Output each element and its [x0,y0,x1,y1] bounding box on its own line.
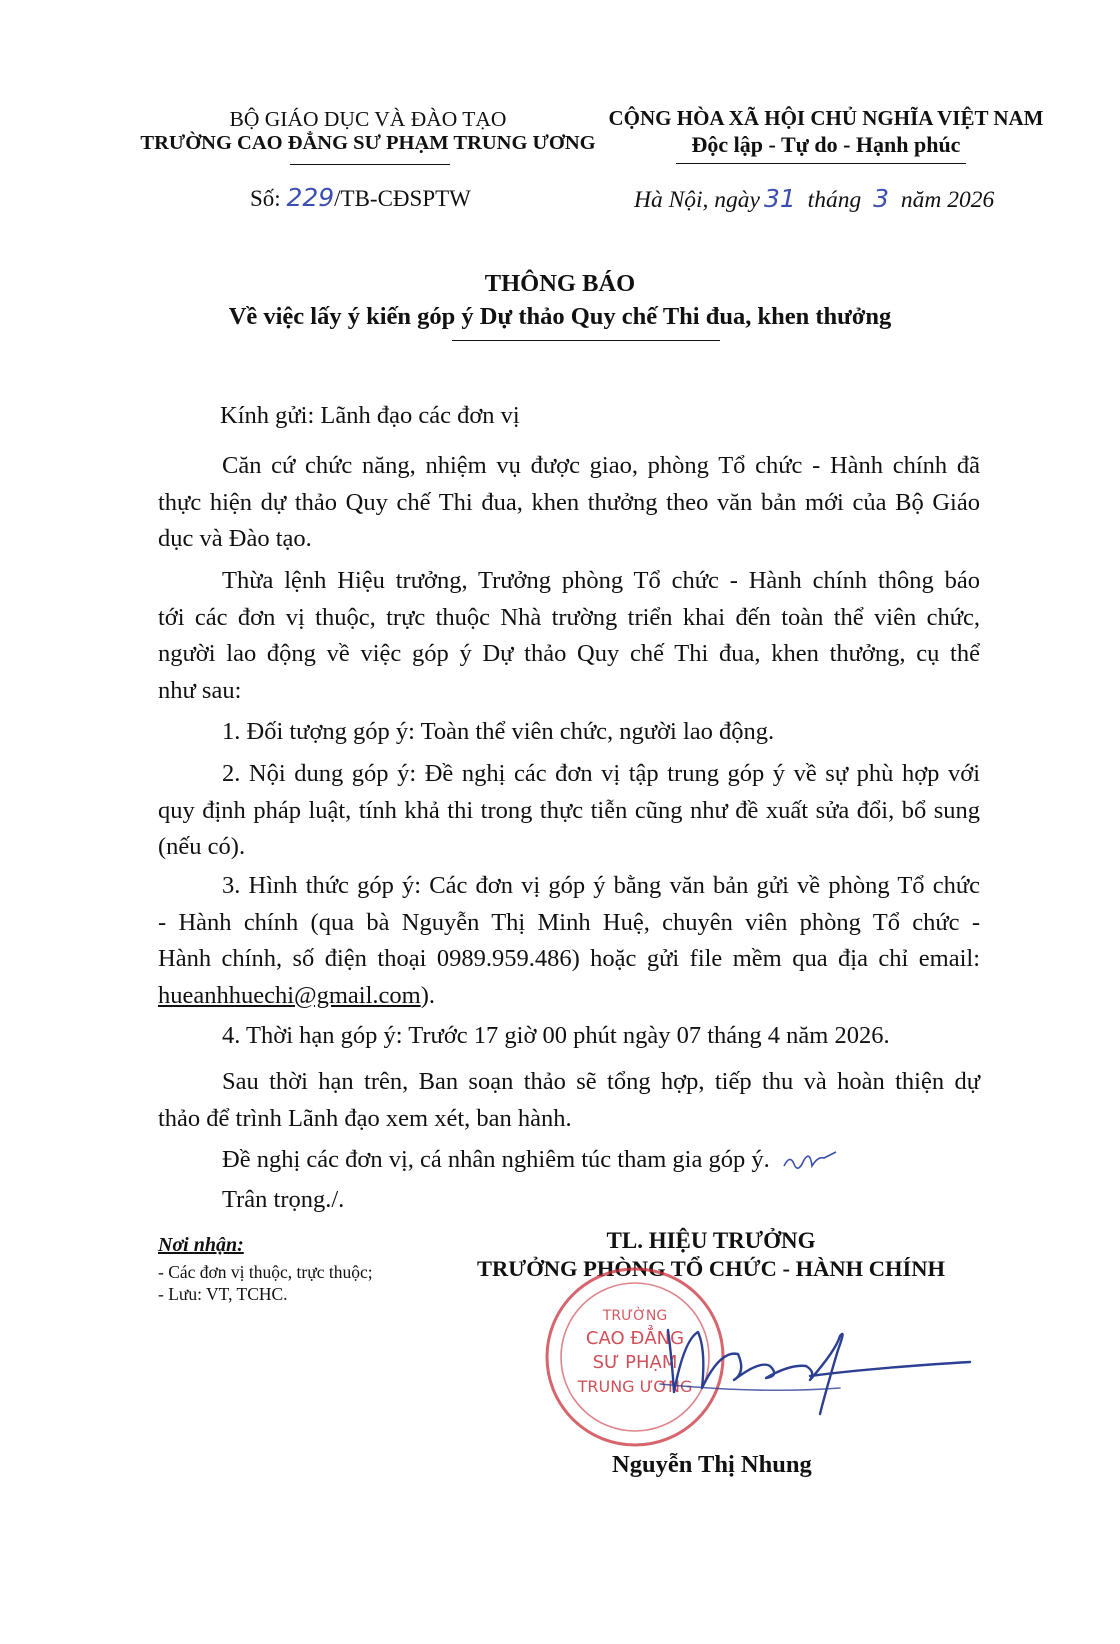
paragraph-line: 3. Hình thức góp ý: Các đơn vị góp ý bằng văn bản gửi về phòng Tổ chức [222,872,980,899]
signature-on-behalf: TL. HIỆU TRƯỞNG [606,1228,816,1253]
seal-line-2: CAO ĐẲNG [585,1328,685,1349]
ministry-name: BỘ GIÁO DỤC VÀ ĐÀO TẠO [229,107,507,131]
paragraph-line: Sau thời hạn trên, Ban soạn thảo sẽ tổng hợp, tiếp thu và hoàn thiện dự [222,1068,980,1095]
salutation: Kính gửi: Lãnh đạo các đơn vị [220,402,520,429]
notice-title: THÔNG BÁO [484,270,636,297]
seal-line-4: TRUNG ƯƠNG [577,1377,693,1396]
paragraph-line: tới các đơn vị thuộc, trực thuộc Nhà trường triển khai đến toàn thể viên chức, [158,603,980,631]
date-year: năm 2026 [900,187,995,213]
signature-position: TRƯỞNG PHÒNG TỔ CHỨC - HÀNH CHÍNH [477,1256,945,1281]
document-number [250,183,471,212]
email-end: ). [420,981,436,1009]
motto-underline [676,163,966,164]
item-2 [158,756,980,866]
initial-mark [780,1146,840,1176]
paragraph-line: Căn cứ chức năng, nhiệm vụ được giao, phòng Tổ chức - Hành chính đã [222,452,980,479]
number-handwritten: 229 [286,183,335,212]
date-month-label: tháng [807,187,862,213]
paragraph-line: 2. Nội dung góp ý: Đề nghị các đơn vị tập trung góp ý về sự phù hợp với [222,760,980,787]
number-suffix: /TB-CĐSPTW [334,186,471,211]
paragraph-line: Hành chính, số điện thoại 0989.959.486) hoặc gửi file mềm qua địa chỉ email: [158,945,980,972]
paragraph-line: thực hiện dự thảo Quy chế Thi đua, khen thưởng theo văn bản mới của Bộ Giáo [158,488,980,516]
signer-name: Nguyễn Thị Nhung [612,1451,812,1478]
paragraph-line: Thừa lệnh Hiệu trưởng, Trưởng phòng Tổ chức - Hành chính thông báo [222,567,980,594]
seal-line-3: SƯ PHẠM [592,1352,678,1373]
paragraph-3 [158,1064,980,1137]
paragraph-line: 1. Đối tượng góp ý: Toàn thể viên chức, người lao động. [222,718,775,745]
school-name: TRƯỜNG CAO ĐẲNG SƯ PHẠM TRUNG ƯƠNG [140,132,596,154]
paragraph-line: Đề nghị các đơn vị, cá nhân nghiêm túc tham gia góp ý. [222,1146,770,1173]
nation-name: CỘNG HÒA XÃ HỘI CHỦ NGHĨA VIỆT NAM [608,106,1044,130]
recipients-label [158,1234,244,1257]
email-link[interactable]: hueanhhuechi@gmail.com [158,981,421,1009]
recipient-item: - Các đơn vị thuộc, trực thuộc; [158,1262,373,1282]
paragraph-line: quy định pháp luật, tính khả thi trong thực tiễn cũng như đề xuất sửa đổi, bổ sung [158,796,980,824]
paragraph-line: thảo để trình Lãnh đạo xem xét, ban hành. [158,1104,572,1132]
recipients-label-text: Nơi nhận: [158,1234,244,1256]
paragraph-line: dục và Đào tạo. [158,525,312,552]
paragraph-line: như sau: [158,676,242,704]
subtitle-underline [452,340,720,341]
school-underline [290,164,450,165]
paragraph-line [158,978,980,1015]
recipient-item: - Lưu: VT, TCHC. [158,1284,288,1304]
notice-subtitle: Về việc lấy ý kiến góp ý Dự thảo Quy chế Thi đua, khen thưởng [228,303,892,330]
seal-line-1: TRƯỜNG [602,1308,668,1324]
paragraph-line: 4. Thời hạn góp ý: Trước 17 giờ 00 phút ngày 07 tháng 4 năm 2026. [222,1022,890,1049]
date-day-handwritten: 31 [763,184,796,213]
date-month-handwritten: 3 [873,184,889,213]
paragraph-1 [158,448,980,558]
paragraph-line: người lao động về việc góp ý Dự thảo Quy chế Thi đua, khen thưởng, cụ thể [158,640,980,667]
paragraph-2 [158,563,980,709]
item-1 [158,714,980,751]
paragraph-4 [158,1142,980,1179]
handwritten-signature [640,1310,980,1420]
date-place: Hà Nội, ngày [634,187,760,213]
number-prefix: Số: [250,186,281,211]
closing: Trân trọng./. [222,1186,345,1213]
item-3 [158,868,980,1014]
paragraph-line: (nếu có). [158,833,246,860]
item-4 [158,1018,980,1055]
date-line [634,184,994,214]
paragraph-line: - Hành chính (qua bà Nguyễn Thị Minh Huệ, chuyên viên phòng Tổ chức - [158,908,980,936]
nation-motto: Độc lập - Tự do - Hạnh phúc [691,132,961,157]
